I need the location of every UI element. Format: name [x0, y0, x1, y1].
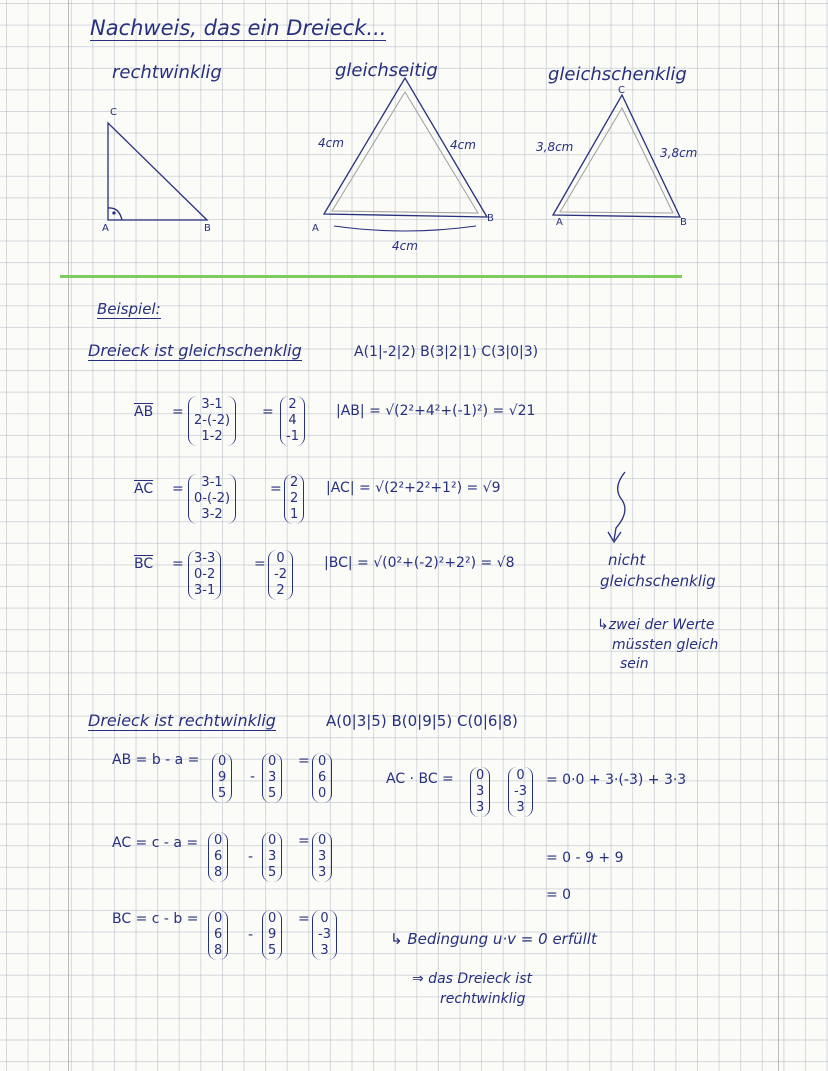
ex2-ab-a-z: 5 [268, 786, 277, 801]
ex2-ab-formula: AB = b - a = [112, 752, 200, 768]
ex1-ac-diff-x: 3-1 [201, 475, 223, 490]
example2-points: A(0|3|5) B(0|9|5) C(0|6|8) [326, 712, 518, 730]
ex2-ac-a-y: 3 [268, 849, 277, 864]
isosceles-side-right: 3,8cm [660, 146, 698, 160]
ex2-dot-ac-z: 3 [476, 800, 485, 815]
ex2-dot-bc-vector [508, 767, 533, 817]
ex2-ab-equals: = [298, 753, 310, 769]
ex1-conclusion-line1: nicht [608, 551, 646, 569]
ex2-ab-b-x: 0 [218, 754, 227, 769]
ex2-ab-b-y: 9 [218, 770, 227, 785]
ex1-ac-diff-z: 3-2 [201, 507, 223, 522]
ex2-ab-result-x: 0 [318, 754, 327, 769]
ex2-dot-ac-vector [470, 767, 490, 817]
ex1-ac-diff-y: 0-(-2) [194, 491, 231, 506]
ex1-ab-result-y: 4 [288, 413, 297, 428]
ex1-bc-result-y: -2 [274, 567, 287, 582]
ex2-ac-c-y: 6 [214, 849, 223, 864]
ex2-bc-c-x: 0 [214, 911, 223, 926]
ex2-ab-a-vector [262, 753, 282, 803]
ex2-ac-equals: = [298, 833, 310, 849]
isosceles-vertex-a: A [556, 217, 563, 228]
ex1-ab-length: |AB| = √(2²+4²+(-1)²) = √21 [336, 403, 536, 419]
ex1-bc-equals: = [172, 556, 184, 572]
ex2-dot-step3: = 0 [546, 887, 572, 903]
ex1-bc-equals-2: = [254, 556, 266, 572]
ex2-result-line2: rechtwinklig [440, 991, 526, 1007]
ex2-dot-ac-x: 0 [476, 768, 485, 783]
right-vertex-a: A [102, 223, 109, 234]
label-isosceles-triangle: gleichschenklig [548, 64, 687, 85]
equilateral-side-bottom: 4cm [392, 239, 418, 253]
ex2-ac-a-z: 5 [268, 865, 277, 880]
ex2-ac-c-z: 8 [214, 865, 223, 880]
ex1-bc-diff-x: 3-3 [194, 551, 216, 566]
ex2-ac-c-x: 0 [214, 833, 223, 848]
ex1-bc-result-z: 2 [276, 583, 285, 598]
ex2-bc-result-y: -3 [318, 927, 331, 942]
ex2-ac-minus: - [248, 849, 254, 865]
ex2-condition: ↳ Bedingung u·v = 0 erfüllt [390, 930, 597, 948]
ex1-ab-equals: = [172, 404, 184, 420]
ex2-bc-minus: - [248, 927, 254, 943]
equilateral-vertex-a: A [312, 223, 319, 234]
ex1-ac-length: |AC| = √(2²+2²+1²) = √9 [326, 480, 501, 496]
ex1-ab-diff-x: 3-1 [201, 397, 223, 412]
example2-claim: Dreieck ist rechtwinklig [88, 711, 276, 730]
ex2-dot-label: AC · BC = [386, 771, 454, 787]
ex2-result-line1: ⇒ das Dreieck ist [412, 971, 532, 987]
ex2-bc-formula: BC = c - b = [112, 911, 199, 927]
ex2-ac-c-vector [208, 832, 228, 882]
ex1-conclusion-line2: gleichschenklig [600, 572, 716, 590]
ex1-ac-result-y: 2 [290, 491, 299, 506]
ex2-ac-result-vector [312, 832, 332, 882]
ex2-bc-equals: = [298, 911, 310, 927]
ex2-dot-bc-z: 3 [516, 800, 525, 815]
equilateral-vertex-b: B [487, 213, 494, 224]
ex1-ac-result-x: 2 [290, 475, 299, 490]
example1-points: A(1|-2|2) B(3|2|1) C(3|0|3) [354, 344, 539, 360]
ex1-note-line1: ↳zwei der Werte [597, 617, 715, 633]
ex2-dot-bc-x: 0 [516, 768, 525, 783]
ex2-ab-a-y: 3 [268, 770, 277, 785]
example-label: Beispiel: [97, 300, 161, 318]
ex1-bc-diff-y: 0-2 [194, 567, 216, 582]
ex2-dot-bc-y: -3 [514, 784, 527, 799]
ex2-bc-b-vector [262, 910, 282, 960]
ex2-dot-ac-y: 3 [476, 784, 485, 799]
ex1-ab-diff-y: 2-(-2) [194, 413, 231, 428]
ex2-bc-c-z: 8 [214, 943, 223, 958]
ex2-bc-b-x: 0 [268, 911, 277, 926]
ex2-ab-result-vector [312, 753, 332, 803]
isosceles-vertex-b: B [680, 217, 687, 228]
ex1-bc-diff-z: 3-1 [194, 583, 216, 598]
ex1-bc-label: $\overline{BC}$ [134, 556, 154, 572]
ex2-dot-step1: = 0·0 + 3·(-3) + 3·3 [546, 772, 687, 788]
ex2-bc-result-z: 3 [320, 943, 329, 958]
ex2-ac-a-x: 0 [268, 833, 277, 848]
ex2-ab-minus: - [250, 769, 256, 785]
ex1-ac-equals: = [172, 481, 184, 497]
ex2-ac-a-vector [262, 832, 282, 882]
ex2-ab-b-z: 5 [218, 786, 227, 801]
ex2-ab-a-x: 0 [268, 754, 277, 769]
ex2-ac-formula: AC = c - a = [112, 835, 199, 851]
ex1-note-line3: sein [620, 656, 649, 672]
ex2-bc-b-y: 9 [268, 927, 277, 942]
ex2-bc-b-z: 5 [268, 943, 277, 958]
ex2-ab-result-y: 6 [318, 770, 327, 785]
ex2-dot-step2: = 0 - 9 + 9 [546, 850, 624, 866]
ex1-ab-diff-z: 1-2 [201, 429, 223, 444]
ex2-ac-result-z: 3 [318, 865, 327, 880]
ex1-ab-result-x: 2 [288, 397, 297, 412]
ex1-note-line2: müssten gleich [612, 637, 719, 653]
example1-claim: Dreieck ist gleichschenklig [88, 341, 302, 360]
ex1-ac-label: $\overline{AC}$ [134, 481, 154, 497]
ex1-ab-result-z: -1 [286, 429, 299, 444]
ex2-bc-c-vector [208, 910, 228, 960]
equilateral-side-left: 4cm [318, 136, 344, 150]
label-equilateral-triangle: gleichseitig [335, 60, 438, 81]
ex1-ab-label: $\overline{AB}$ [134, 404, 154, 420]
ex2-ab-result-z: 0 [318, 786, 327, 801]
ex2-bc-result-x: 0 [320, 911, 329, 926]
isosceles-vertex-c: C [618, 85, 625, 96]
ex1-ac-equals-2: = [270, 481, 282, 497]
page-title: Nachweis, das ein Dreieck... [90, 16, 387, 40]
right-vertex-c: C [110, 107, 117, 118]
label-right-triangle: rechtwinklig [112, 62, 222, 83]
ex1-bc-length: |BC| = √(0²+(-2)²+2²) = √8 [324, 555, 515, 571]
ex2-ac-result-y: 3 [318, 849, 327, 864]
ex1-bc-result-x: 0 [276, 551, 285, 566]
ex1-ac-result-z: 1 [290, 507, 299, 522]
isosceles-side-left: 3,8cm [536, 140, 574, 154]
ex1-ab-equals-2: = [262, 404, 274, 420]
ex2-bc-c-y: 6 [214, 927, 223, 942]
ex2-bc-result-vector [312, 910, 337, 960]
equilateral-side-right: 4cm [450, 138, 476, 152]
right-vertex-b: B [204, 223, 211, 234]
ex2-ab-b-vector [212, 753, 232, 803]
ex2-ac-result-x: 0 [318, 833, 327, 848]
